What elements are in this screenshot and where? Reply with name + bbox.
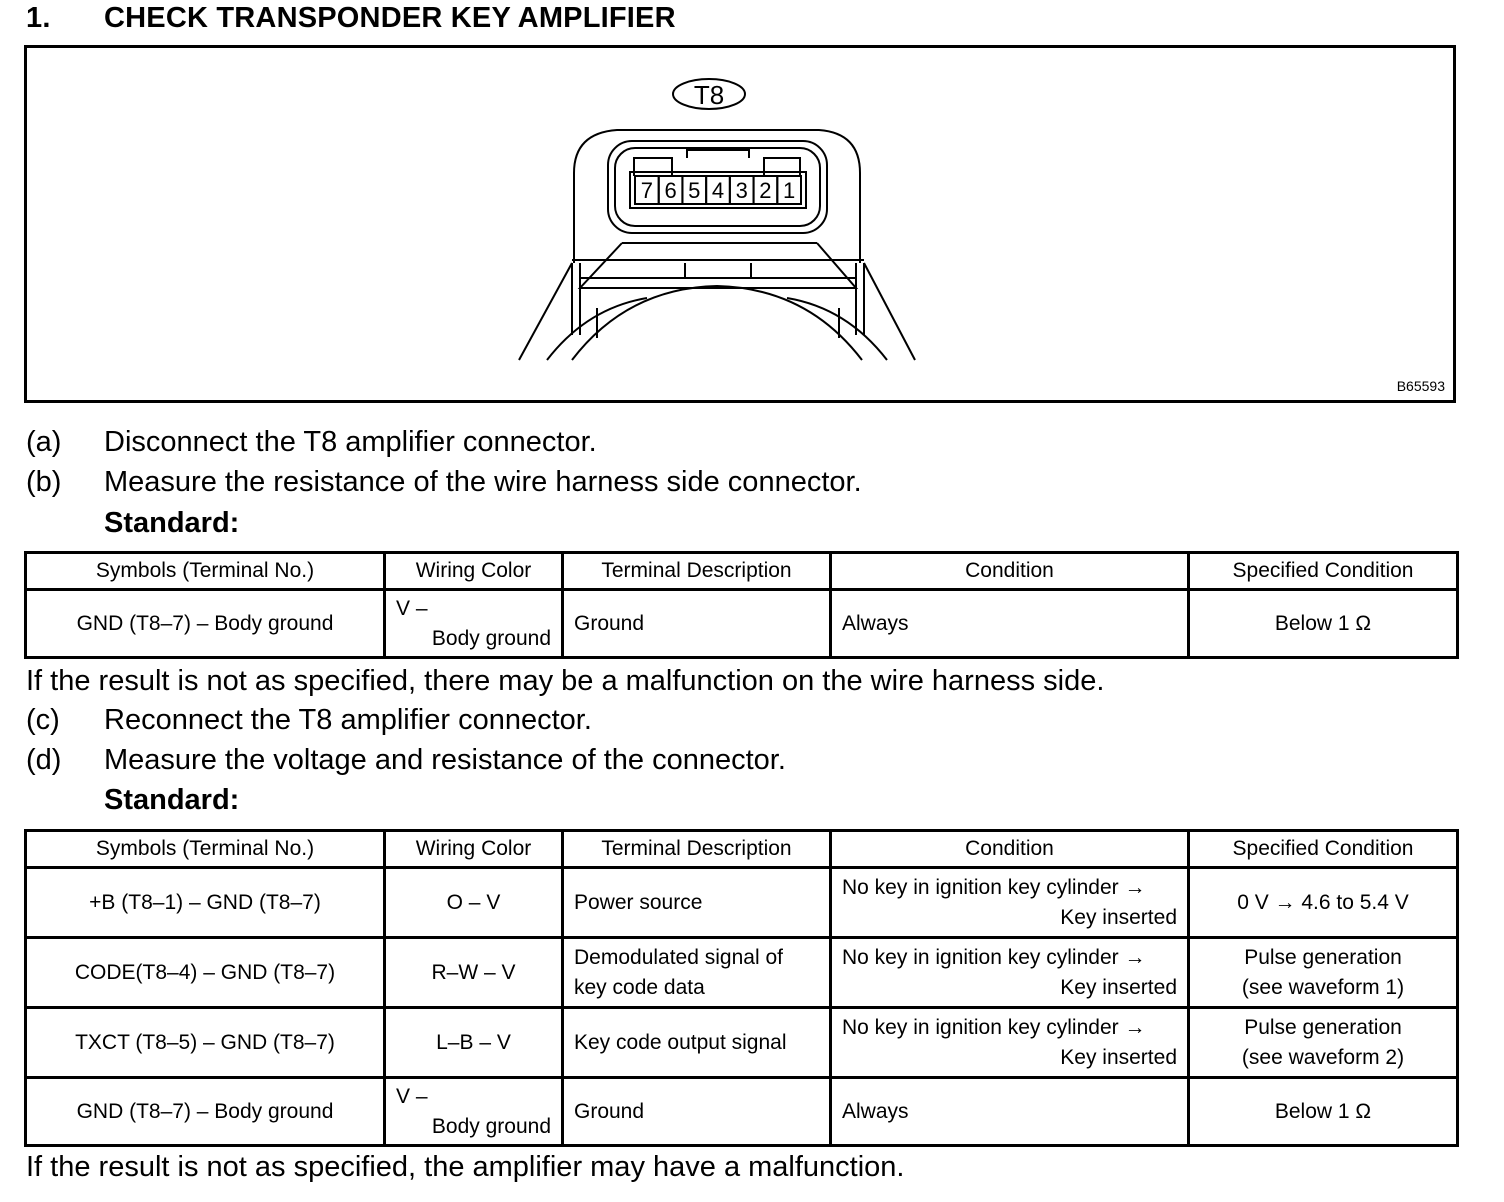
pin-number: 3	[735, 178, 748, 203]
figure-id: B65593	[1396, 378, 1445, 394]
section-title: CHECK TRANSPONDER KEY AMPLIFIER	[104, 2, 676, 34]
step-text: Measure the voltage and resistance of the connector.	[104, 744, 786, 776]
column-header: Wiring Color	[385, 831, 563, 868]
symbol-cell: GND (T8–7) – Body ground	[26, 590, 385, 658]
step-label: (a)	[26, 426, 62, 458]
symbol-cell: +B (T8–1) – GND (T8–7)	[26, 868, 385, 938]
condition-cell: Always	[831, 1078, 1189, 1146]
step-text: Reconnect the T8 amplifier connector.	[104, 704, 592, 736]
specified-cell: Pulse generation (see waveform 1)	[1189, 938, 1458, 1008]
pin-number: 6	[664, 178, 677, 203]
condition-cell: Always	[831, 590, 1189, 658]
table-header-row	[26, 831, 1458, 868]
column-header: Symbols (Terminal No.)	[26, 831, 385, 868]
wiring-color-cell: V – Body ground	[385, 590, 563, 658]
step-label: (d)	[26, 744, 62, 776]
description-cell: Ground	[563, 1078, 831, 1146]
symbol-cell: GND (T8–7) – Body ground	[26, 1078, 385, 1146]
specified-cell: 0 V → 4.6 to 5.4 V	[1189, 868, 1458, 938]
table-row	[26, 868, 1458, 938]
column-header: Specified Condition	[1189, 831, 1458, 868]
pin-number: 5	[688, 178, 701, 203]
description-cell: Key code output signal	[563, 1008, 831, 1078]
table-row	[26, 1008, 1458, 1078]
step-label: (c)	[26, 704, 60, 736]
table-row	[26, 938, 1458, 1008]
column-header: Condition	[831, 553, 1189, 590]
pin-number: 4	[711, 178, 725, 203]
standard-label: Standard:	[104, 507, 240, 539]
column-header: Symbols (Terminal No.)	[26, 553, 385, 590]
specified-cell: Below 1 Ω	[1189, 590, 1458, 658]
specified-cell: Below 1 Ω	[1189, 1078, 1458, 1146]
pin-number: 7	[640, 178, 653, 203]
column-header: Condition	[831, 831, 1189, 868]
connector-figure	[24, 45, 1456, 403]
column-header: Specified Condition	[1189, 553, 1458, 590]
description-cell: Power source	[563, 868, 831, 938]
pin-number: 1	[783, 178, 796, 203]
wiring-color-cell: V – Body ground	[385, 1078, 563, 1146]
standard-table-2	[24, 829, 1459, 1147]
condition-cell: No key in ignition key cylinder → Key inserted	[831, 1008, 1189, 1078]
step-text: Disconnect the T8 amplifier connector.	[104, 426, 597, 458]
wiring-color-cell: O – V	[385, 868, 563, 938]
symbol-cell: TXCT (T8–5) – GND (T8–7)	[26, 1008, 385, 1078]
standard-label: Standard:	[104, 784, 240, 816]
table-row	[26, 1078, 1458, 1146]
connector-diagram	[27, 48, 1453, 400]
column-header: Terminal Description	[563, 553, 831, 590]
note-1: If the result is not as specified, there may be a malfunction on the wire harness side.	[26, 665, 1105, 697]
wiring-color-cell: R–W – V	[385, 938, 563, 1008]
specified-cell: Pulse generation (see waveform 2)	[1189, 1008, 1458, 1078]
connector-label: T8	[693, 80, 725, 110]
condition-cell: No key in ignition key cylinder → Key inserted	[831, 868, 1189, 938]
pin-number: 2	[759, 178, 772, 203]
wiring-color-cell: L–B – V	[385, 1008, 563, 1078]
symbol-cell: CODE(T8–4) – GND (T8–7)	[26, 938, 385, 1008]
column-header: Wiring Color	[385, 553, 563, 590]
column-header: Terminal Description	[563, 831, 831, 868]
step-text: Measure the resistance of the wire harness side connector.	[104, 466, 862, 498]
note-2: If the result is not as specified, the amplifier may have a malfunction.	[26, 1151, 905, 1183]
section-number: 1.	[26, 2, 51, 34]
table-row	[26, 590, 1458, 658]
condition-cell: No key in ignition key cylinder → Key inserted	[831, 938, 1189, 1008]
description-cell: Demodulated signal of key code data	[563, 938, 831, 1008]
step-label: (b)	[26, 466, 62, 498]
connector-pins	[635, 176, 801, 204]
description-cell: Ground	[563, 590, 831, 658]
standard-table-1	[24, 551, 1459, 659]
table-header-row	[26, 553, 1458, 590]
